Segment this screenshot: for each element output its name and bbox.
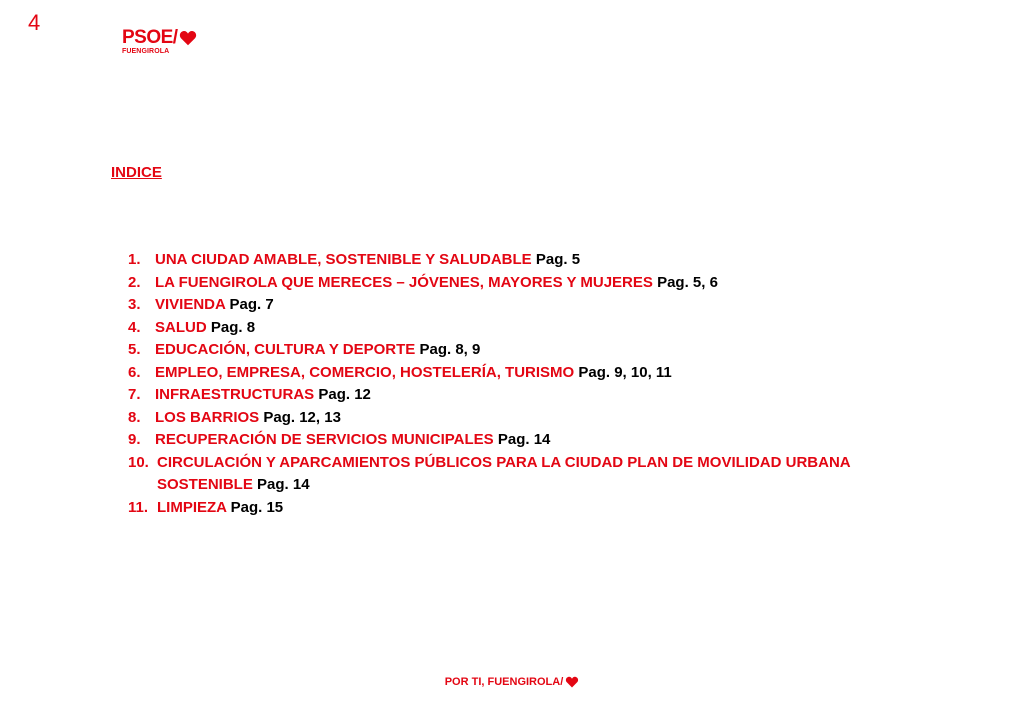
toc-item (128, 362, 908, 385)
toc-label: VIVIENDA (155, 296, 226, 313)
toc-number: 9. (128, 431, 141, 448)
toc-item (128, 407, 908, 430)
toc-item (128, 452, 908, 497)
toc-label: RECUPERACIÓN DE SERVICIOS MUNICIPALES (155, 431, 494, 448)
toc-page: Pag. 7 (229, 296, 274, 313)
footer-text: POR TI, FUENGIROLA/ (444, 676, 564, 688)
toc-item (128, 497, 908, 520)
toc-label: SALUD (155, 318, 207, 336)
toc-number: 5. (128, 341, 141, 358)
toc-number: 11. (128, 498, 149, 516)
toc-item (128, 384, 908, 407)
toc-item (128, 249, 908, 272)
toc-number: 1. (128, 251, 141, 268)
toc-number: 10. (128, 453, 149, 471)
toc-number: 2. (128, 273, 141, 291)
toc-label: EDUCACIÓN, CULTURA Y DEPORTE (155, 341, 416, 358)
toc-item (128, 339, 908, 362)
toc-page: Pag. 12 (318, 386, 371, 403)
toc-page: Pag. 8 (210, 318, 256, 336)
page-number: 4 (28, 10, 41, 35)
logo-text: PSOE/ (122, 27, 178, 48)
toc-label: UNA CIUDAD AMABLE, SOSTENIBLE Y SALUDABLE (155, 251, 532, 268)
toc-label: INFRAESTRUCTURAS (155, 386, 315, 403)
toc-label: LA FUENGIROLA QUE MERECES – JÓVENES, MAYORES Y MUJERES (155, 273, 653, 291)
toc-item (128, 429, 908, 452)
toc-item (128, 294, 908, 317)
toc-page: Pag. 14 (257, 476, 310, 493)
toc-number: 4. (128, 318, 141, 336)
toc-label: LOS BARRIOS (155, 408, 260, 426)
toc-label: CIRCULACIÓN Y APARCAMIENTOS PÚBLICOS PARA LA CIUDAD PLAN DE MOVILIDAD URBANA SOSTENIBLE (157, 453, 851, 493)
toc-page: Pag. 15 (230, 498, 284, 516)
index-title: INDICE (111, 164, 162, 181)
toc-page: Pag. 9, 10, 11 (578, 363, 672, 381)
toc-page: Pag. 5, 6 (657, 273, 718, 291)
toc-page: Pag. 12, 13 (263, 408, 341, 426)
toc-page: Pag. 14 (497, 431, 551, 448)
toc-item (128, 272, 908, 295)
toc-label: LIMPIEZA (157, 498, 227, 516)
toc-number: 6. (128, 363, 141, 381)
table-of-contents (128, 249, 908, 519)
heart-icon (565, 676, 579, 688)
toc-item (128, 317, 908, 340)
toc-number: 3. (128, 296, 141, 313)
toc-number: 7. (128, 386, 141, 403)
toc-label: EMPLEO, EMPRESA, COMERCIO, HOSTELERÍA, TURISMO (155, 363, 575, 381)
logo-subtitle: FUENGIROLA (122, 48, 170, 55)
footer-slogan (0, 676, 1024, 688)
toc-page: Pag. 8, 9 (419, 341, 481, 358)
psoe-logo (122, 28, 197, 56)
heart-icon (179, 30, 197, 46)
toc-page: Pag. 5 (535, 251, 581, 268)
toc-number: 8. (128, 408, 141, 426)
